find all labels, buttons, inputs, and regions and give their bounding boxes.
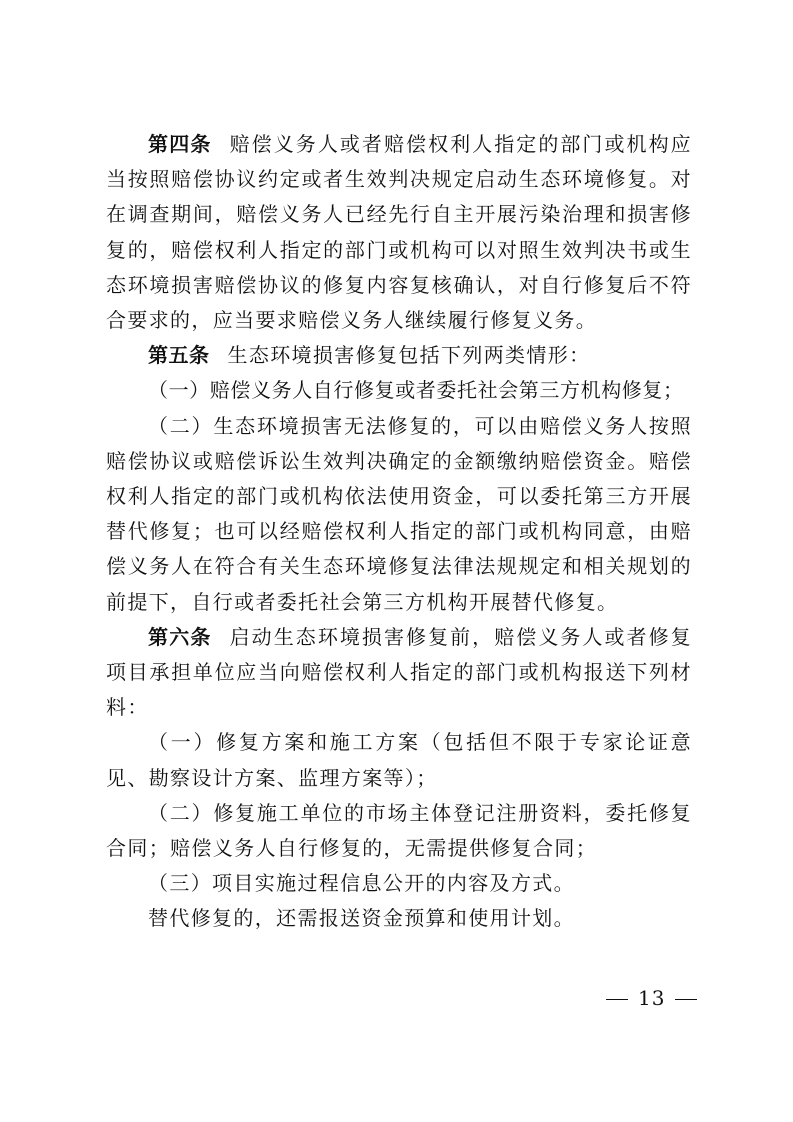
article-6-heading: 第六条 <box>148 624 212 649</box>
article-4-paragraph-1 <box>106 127 692 338</box>
article-4-heading: 第四条 <box>148 132 212 156</box>
article-6-paragraph-2: （一）修复方案和施工方案（包括但不限于专家论证意见、勘察设计方案、监理方案等）； <box>106 730 692 790</box>
article-5-text-1: 生态环境损害修复包括下列两类情形： <box>227 343 591 368</box>
article-5-paragraph-1 <box>106 338 692 373</box>
article-4-text-1: 赔偿义务人或者赔偿权利人指定的部门或机构应当按照赔偿协议约定或者生效判决规定启动生态环境修复。对在调查期间，赔偿义务人已经先行自主开展污染治理和损害修复的，赔偿权利人指定的部门或机构可以对照生效判决书或生态环境损害赔偿协议的修复内容复核确认，对自行修复后不符合要求的，应当要求赔偿义务人继续履行修复义务。 <box>106 132 692 333</box>
document-body <box>106 127 692 937</box>
page-number-value: 13 <box>638 986 666 1010</box>
article-6-paragraph-1 <box>106 620 692 726</box>
page-number <box>596 986 707 1010</box>
article-6-paragraph-3: （二）修复施工单位的市场主体登记注册资料，委托修复合同；赔偿义务人自行修复的，无需提供修复合同； <box>106 800 692 861</box>
article-6-paragraph-5: 替代修复的，还需报送资金预算和使用计划。 <box>148 906 575 931</box>
article-5-heading: 第五条 <box>148 343 210 368</box>
page-number-left-dash <box>606 999 628 1000</box>
page-number-right-dash <box>675 999 697 1000</box>
article-6-text-1: 启动生态环境损害修复前，赔偿义务人或者修复项目承担单位应当向赔偿权利人指定的部门或机构报送下列材料： <box>106 624 692 720</box>
article-5-paragraph-2: （一）赔偿义务人自行修复或者委托社会第三方机构修复； <box>148 378 684 403</box>
article-5-paragraph-3: （二）生态环境损害无法修复的，可以由赔偿义务人按照赔偿协议或赔偿诉讼生效判决确定的金额缴纳赔偿资金。赔偿权利人指定的部门或机构依法使用资金，可以委托第三方开展替代修复；也可以经赔偿权利人指定的部门或机构同意，由赔偿义务人在符合有关生态环境修复法律法规规定和相关规划的前提下，自行或者委托社会第三方机构开展替代修复。 <box>106 413 692 614</box>
article-6-paragraph-4: （三）项目实施过程信息公开的内容及方式。 <box>148 871 575 896</box>
